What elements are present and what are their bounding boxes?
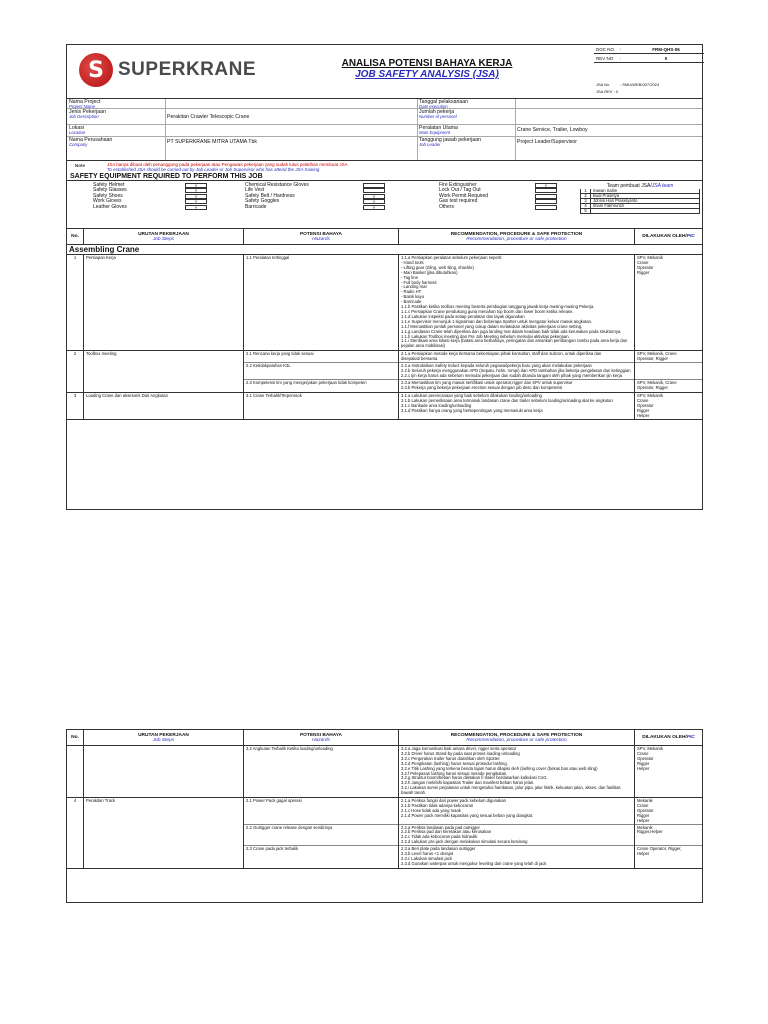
recommendation-line: 2.3.b Pekerja yang bekerja pekerjaan erection sesuai dengan job desc dan kompetensi bbox=[401, 384, 563, 390]
pic-line: Crane bbox=[637, 802, 649, 808]
ppe-item-label: Safety Goggles bbox=[245, 198, 280, 205]
recommendation-line: 3.1.c Barikade area loading/unloading bbox=[401, 402, 472, 408]
ppe-item-label: Safety Shoes bbox=[93, 192, 123, 199]
recommendation-line: - Man Basket (jika dibutuhkan) bbox=[401, 269, 458, 275]
recommendation-line: 3.2.c Pergerakan trailer harus diarahkan oleh Spotter. bbox=[401, 755, 501, 761]
recommendation-line: 2.3.a Beri plate pada landasan outrigger bbox=[401, 846, 476, 852]
jsa-team-member-name: Johnsi Hari Prasetyanto bbox=[593, 198, 638, 203]
job-step: Toolbox meeting bbox=[84, 351, 244, 392]
recommendation-line: 1.1.c Persiapkan Crane pendukung guna menahan top boom dan lower boom ketika release. bbox=[401, 308, 574, 314]
recommendation-line: 3.2.e Titik Lashing yang terkena benda tajam harus dilapisi oleh (lashing cover (bekas ban atau web sling) bbox=[401, 765, 598, 771]
pic-line: SPV, Mekanik, Crane bbox=[637, 379, 677, 385]
ppe-item-label: Chemical Resistance Gloves bbox=[245, 182, 309, 188]
ppe-checkbox: Y bbox=[363, 199, 385, 204]
jsa-team-title-text: Team pembuat JSA/ bbox=[606, 183, 652, 189]
hazard: 2.2 Outrigger crane release dengan sendirinya bbox=[244, 825, 398, 847]
recommendation-line: 3.2.b Driver harus Stand-by pada saat proses loading-unloading bbox=[401, 750, 520, 756]
pic-line: Rigger bbox=[637, 812, 650, 818]
equipment-value: Crane Service, Trailer, Lowboy bbox=[517, 127, 588, 133]
pic-cell bbox=[635, 798, 702, 868]
pic-line: SPV, Mekanik bbox=[637, 255, 663, 260]
recommendation-line: 2.2.c Ijin kerja harus ada sebelum memulai pekerjaan dan sudah ditanda tangani oleh pihak yang memberikan ijin kerja bbox=[401, 373, 622, 379]
recommendation-line: 2.2.a Instruksikan Safety Induct kepada seluruh pegawai/pekerja baru yang akan melakukan pekerjaan bbox=[401, 363, 592, 369]
pic-line: SPV, Mekanik bbox=[637, 392, 663, 398]
ppe-checkbox: Y bbox=[185, 199, 207, 204]
step-number: 2 bbox=[67, 351, 84, 392]
ppe-item-label: Life Vest bbox=[245, 187, 265, 194]
recommendation-line: 3.2.a Jaga komunikasi baik antara driver, rigger serta operator bbox=[401, 746, 517, 751]
recommendation-cell bbox=[399, 351, 635, 392]
pic-line: Crane bbox=[637, 259, 649, 265]
jsa-team-member-name: Budi Prasetya bbox=[593, 193, 620, 198]
jsa-table-body bbox=[67, 255, 702, 420]
recommendation-line: 2.3.d Gunakan waterpas untuk mengukur leveling dari crane yang telah di jack bbox=[401, 860, 547, 866]
pic-cell bbox=[635, 351, 702, 392]
ppe-item-label: Work Permit Required bbox=[439, 192, 489, 199]
date-label: Tanggal pelaksanaan Date execution bbox=[419, 99, 469, 109]
location-label: Lokasi Location bbox=[69, 125, 86, 135]
document-title: ANALISA POTENSI BAHAYA KERJA bbox=[341, 58, 513, 69]
ppe-checkbox bbox=[535, 188, 557, 193]
hazard: 3.1 Crane Terbalik/Terperosok bbox=[246, 392, 302, 398]
ppe-item-label: Safety Glasses bbox=[93, 187, 127, 194]
ppe-checkbox: Y bbox=[185, 183, 207, 188]
col-pic: DILAKUKAN OLEH/ PIC bbox=[642, 735, 695, 740]
pic-line: Mekanik bbox=[637, 798, 653, 804]
recommendation-line: 2.3.c Lakukan simulasi jack bbox=[401, 855, 452, 861]
ppe-checkbox: Y bbox=[535, 183, 557, 188]
recommendation-line: 2.1.b Pastikan tidak adanya kebocoran bbox=[401, 802, 474, 808]
pic-line: Rigger bbox=[637, 760, 650, 766]
col-steps: URUTAN PEKERJAAN Job Steps bbox=[84, 229, 244, 244]
jsa-team-member-no: 4 bbox=[581, 204, 591, 208]
ppe-item-label: Barricade bbox=[245, 203, 267, 210]
ppe-checkbox: Y bbox=[185, 194, 207, 199]
col-steps: URUTAN PEKERJAAN Job Steps bbox=[84, 730, 244, 745]
recommendation-line: 3.2.i Lakukan survei perjalanan untuk mengetahui hambatan, jalur pipa, jalur listrik, kekuatan jalan, akses, dan fasilitas bawah tanah. bbox=[401, 785, 621, 796]
recommendation-line: 3.2.g Struktur boom/beban harus diletakan fi trailer berdasarkan kalkulasi CoG. bbox=[401, 775, 548, 781]
company-label: Nama Perusahaan Company bbox=[69, 137, 113, 147]
hazard-cell bbox=[244, 351, 399, 392]
hazard: 2.2 Ketidakpatuhan K3L bbox=[244, 363, 398, 380]
col-pic: DILAKUKAN OLEH/ PIC bbox=[642, 234, 695, 239]
ppe-checklist bbox=[67, 181, 702, 229]
recommendation-line: 3.1.d Pastikan hanya orang yang berkepentingan yang memasuki area kerja bbox=[401, 407, 543, 413]
pic-line: Rigger,Helper bbox=[637, 829, 663, 835]
recommendation-line: 1.1.e Supervisor menunjuk 1 signalman dan beberapa Spotter untuk mengatur keluar masuk angkutan. bbox=[401, 318, 593, 324]
job-step bbox=[84, 746, 244, 797]
table-row bbox=[67, 351, 702, 393]
recommendation-line: 3.1.a Lakukan perencanaan yang baik sebelum dilakukan loading/unloading bbox=[401, 392, 542, 398]
step-number bbox=[67, 746, 84, 797]
recommendation-line: 1.1.b Pastikan ketika toolbox meeting beserta pembagian tanggung jawab kerja masing-masing Pekerja. bbox=[401, 304, 595, 310]
ppe-item-label: Lock Out / Tag Out bbox=[439, 187, 481, 194]
ppe-checkbox: Y bbox=[185, 188, 207, 193]
ppe-checkbox bbox=[363, 188, 385, 193]
jsa-team-member bbox=[580, 209, 700, 214]
step-number: 1 bbox=[67, 255, 84, 350]
hazard-cell bbox=[244, 798, 399, 868]
rev-no-value: 0 bbox=[664, 55, 668, 61]
recommendation-line: 1.1.f Memastikan jumlah personel yang cukup dalam melakukan aktivitas pekerjaan crane setting. bbox=[401, 323, 583, 329]
recommendation-line: - Barricade bbox=[401, 299, 422, 305]
jsa-page-2 bbox=[66, 729, 703, 903]
doc-no-label: DOC NO bbox=[596, 46, 614, 52]
ppe-item-label: Gas test required bbox=[439, 198, 478, 205]
pic-line: SPV, Mekanik, Crane bbox=[637, 351, 677, 357]
document-title-en: JOB SAFETY ANALYSIS (JSA) bbox=[355, 69, 499, 80]
recommendation-line: 2.3.a Memastikan tim yang masuk sertifikasi untuk operator,rigger dan SPV untuk supervisor bbox=[401, 379, 573, 385]
pic-line: Operator bbox=[637, 807, 654, 813]
ppe-item-label: Others bbox=[439, 203, 455, 210]
jsa-note bbox=[67, 161, 702, 173]
section-title: Assembling Crane bbox=[67, 245, 702, 255]
pic-line: Operator, Rigger bbox=[637, 356, 668, 362]
jsa-team-member-no: 5 bbox=[581, 209, 591, 213]
recommendation-line: 3.1.b Lakukan pemeriksaan area termasuk landasan crane dan trailer sebelum loading/unloading alat ke angkutan bbox=[401, 397, 613, 403]
recommendation-line: 1.1.h Lakukan Toolbox meeting dan Pre Job Meeting sebelum memulai aktivitas pekerjaan. bbox=[401, 333, 570, 339]
jsa-no-value: : SMU/WEB/007/2024 bbox=[620, 82, 660, 87]
table-header bbox=[67, 730, 702, 746]
job-leader-value: Project Leader/Supervisor bbox=[517, 139, 577, 145]
recommendation-line: disepakati bersama bbox=[401, 356, 438, 362]
ppe-checkbox: Y bbox=[363, 194, 385, 199]
jsa-team-member-name: Irawan Salim bbox=[593, 188, 618, 193]
ppe-item-label: Leather Gloves bbox=[93, 203, 127, 210]
pic-line: Crane bbox=[637, 397, 649, 403]
recommendation-line: 1.1.g Landasan Crane telah diperiksa dan juga landing mat dalam keadaan baik tidak ada kerusakan pada strukturnya. bbox=[401, 328, 622, 334]
hazard: 1.1 Peralatan tertinggal bbox=[246, 255, 290, 260]
pic-line: Operator bbox=[637, 402, 654, 408]
pic-line: Crane bbox=[637, 750, 649, 756]
ppe-heading: SAFETY EQUIPMENT REQUIRED TO PERFORM THIS JOB bbox=[67, 173, 702, 181]
step-number: 4 bbox=[67, 798, 84, 868]
doc-no-value: FRM-QHS-06 bbox=[652, 46, 680, 52]
recommendation-line: - Balok kayu bbox=[401, 294, 425, 300]
job-description-value: Perakitan Crawler Telescopic Crane bbox=[167, 114, 250, 120]
hazard: 2.3 Kompetensi tim yang mengerjakan pekerjaan tidak kompeten bbox=[246, 379, 367, 385]
recommendation-line: 2.1.a Persiapkan metode kerja bersama bebersiapan pihak konsultan, staff dan subcon, untuk diperiksa dan bbox=[401, 351, 602, 357]
recommendation-line: - Lifting gear (Sling, web sling, shackle) bbox=[401, 264, 474, 270]
superkrane-s-icon: S bbox=[79, 53, 113, 87]
document-header bbox=[67, 45, 702, 99]
recommendation-cell bbox=[399, 798, 635, 868]
recommendation-line: 2.3.b Level harus <1 derajat bbox=[401, 851, 454, 857]
pic-line: Operator bbox=[637, 264, 654, 270]
table-row bbox=[67, 746, 702, 798]
rev-no-label: REV NO bbox=[596, 55, 614, 61]
ppe-item-label: Fire Extinguisher bbox=[439, 182, 477, 188]
ppe-checkbox bbox=[363, 183, 385, 188]
jsa-team-member-name bbox=[591, 209, 699, 213]
hazard: 2.3 Crane pada jack terbalik bbox=[246, 846, 299, 852]
recommendation-line: - Tag line bbox=[401, 274, 418, 280]
recommendation-line: 2.2.b Seluruh pekerja menggunakan APD (Sepatu, helm, rompi) dan APD tambahan jika bekerja pengelasan dan ketinggian bbox=[401, 368, 631, 374]
col-no: No. bbox=[67, 229, 84, 244]
hazard: 2.1 Rencana kerja yang tidak sesuai bbox=[244, 351, 398, 363]
recommendation-line: 2.2.c Tidak ada kebocoran pada hidraulik bbox=[401, 834, 478, 840]
note-text: JSA hanya dibuat oleh penanggung pada pekerjaan atau Pengawas pekerjaan yang sudah lulus pelatihan membuat JSA bbox=[107, 162, 348, 167]
hazard: 3.2 Angkutan Terbalik Ketika loading/unloading bbox=[246, 746, 333, 751]
recommendation-line: 3.2.d Pengikatan (lashing) harus sesuai prosedur lashing. bbox=[401, 760, 508, 766]
jsa-table-body bbox=[67, 746, 702, 869]
recommendation-line: 2.1.d Power pack memiliki kapasitas yang sesuai beban yang diangkat. bbox=[401, 812, 534, 818]
jsa-no-label: JSA No bbox=[596, 82, 610, 87]
pic-line: Crane Operator, Rigger, bbox=[637, 846, 682, 852]
job-step: Loading Crane dan aksesoris Dari Angkutan bbox=[84, 393, 244, 420]
job-description-label: Jenis Pekerjaan Job Description bbox=[69, 109, 106, 119]
recommendation-line: 1.1.d Lakukan inspeksi pada setiap peralatan dan layak digunakan bbox=[401, 313, 525, 319]
pic-line: Operator, Rigger bbox=[637, 384, 668, 390]
table-row bbox=[67, 255, 702, 351]
pic-line: Helper bbox=[637, 765, 650, 771]
pic-line: Mekanik bbox=[637, 824, 653, 830]
table-header bbox=[67, 229, 702, 245]
col-hazards: POTENSI BAHAYA Hazards bbox=[244, 730, 399, 745]
jsa-team-member-no: 1 bbox=[581, 189, 591, 193]
ppe-item-label: Safety Helmet bbox=[93, 182, 125, 188]
ppe-checkbox bbox=[535, 199, 557, 204]
jsa-team-member-name: Ilham Fakhrurozi bbox=[593, 203, 625, 208]
jsa-page-1 bbox=[66, 44, 703, 510]
workers-label: Jumlah pekerja Number of personel bbox=[419, 109, 457, 119]
company-logo bbox=[79, 53, 256, 87]
ppe-checkbox bbox=[535, 205, 557, 210]
jsa-team-list bbox=[580, 183, 700, 214]
ppe-checkbox: Y bbox=[363, 205, 385, 210]
recommendation-line: 3.2.f Pelepasan lashing harus sesuai metode pengikatan. bbox=[401, 770, 508, 776]
recommendation-line: 2.2.a Periksa landasan pada pad outrigger bbox=[401, 824, 480, 830]
col-recommendation: RECOMMENDATION, PROCEDURE & SAFE PROTECTION Recommendation, procedure or safe protection bbox=[399, 229, 635, 244]
recommendation-line: 1.1.i Sterilisasi area lokasi kerja (batasi area berbahaya, peringatan dan amankan pembangan rambu pada area kerja dan pejalan area mobilisasi) bbox=[401, 338, 628, 349]
jsa-team-title-en: JSA team bbox=[651, 183, 674, 189]
col-recommendation: RECOMMENDATION, PROCEDURE & SAFE PROTECTION Recommendation, procedure or safe protection bbox=[399, 730, 635, 745]
ppe-item-label: Work Gloves bbox=[93, 198, 122, 205]
ppe-checkbox: Y bbox=[185, 205, 207, 210]
recommendation-line: - Radio HT bbox=[401, 289, 422, 295]
jsa-team-member-no: 3 bbox=[581, 199, 591, 203]
company-value: PT SUPERKRANE MITRA UTAMA Tbk bbox=[167, 139, 257, 145]
recommendation-line: 2.2.b Periksa pad dari keretakan atau kerusakan bbox=[401, 829, 492, 835]
pic-line: Helper bbox=[637, 817, 650, 823]
recommendation-line: 1.1.a Persiapkan peralatan sebelum pekerjaan seperti: bbox=[401, 255, 503, 260]
pic-line: SPV, Mekanik bbox=[637, 746, 663, 751]
project-info bbox=[67, 99, 702, 161]
pic-line: Rigger bbox=[637, 269, 650, 275]
pic-line: Helper bbox=[637, 851, 650, 857]
jsa-team-member-no: 2 bbox=[581, 194, 591, 198]
recommendation-line: - Landing mat bbox=[401, 284, 427, 290]
col-hazards: POTENSI BAHAYA Hazards bbox=[244, 229, 399, 244]
document-control-box: DOC NO : FRM-QHS-06 REV NO : 0 JSA No : SMU/WEB/007/2024 JSA REV : 0 bbox=[594, 45, 704, 95]
ppe-checkbox bbox=[535, 194, 557, 199]
step-number: 3 bbox=[67, 393, 84, 420]
job-step: Persiapan Kerja bbox=[84, 255, 244, 350]
pic-line: Operator bbox=[637, 755, 654, 761]
recommendation-line: - Hand tools bbox=[401, 259, 424, 265]
company-logo-text: SUPERKRANE bbox=[118, 59, 257, 80]
project-name-label: Nama Project Project Name bbox=[69, 99, 101, 109]
recommendation-line: 2.2.d Lakukan pre-jack dengan melakukan simulasi secara berulang bbox=[401, 839, 528, 845]
hazard: 2.1 Power Pack gagal operasi bbox=[244, 798, 398, 825]
col-no: No. bbox=[67, 730, 84, 745]
recommendation-line: - Full body harness bbox=[401, 279, 437, 285]
note-text-en: To established JSA should be carried out by Job Leader or Job Supervisor who has attend the JSA training bbox=[107, 167, 320, 172]
pic-line: Rigger bbox=[637, 407, 650, 413]
pic-line: Helper bbox=[637, 412, 650, 418]
recommendation-line: 3.2.h Jangan melebihi kapasitas Trailer dan manifest beban harus jelas. bbox=[401, 780, 535, 786]
ppe-item-label: Safety Belt / Hardness bbox=[245, 192, 295, 199]
recommendation-line: 2.1.c Hose tidak ada yang rusak bbox=[401, 807, 461, 813]
job-leader-label: Tanggung jawab pekerjaan Job Leader bbox=[419, 137, 482, 147]
table-row bbox=[67, 798, 702, 869]
job-step: Perakitan Track bbox=[84, 798, 244, 868]
jsa-rev: JSA REV : 0 bbox=[596, 89, 619, 94]
equipment-label: Peralatan Utama Main Equipment bbox=[419, 125, 458, 135]
table-row bbox=[67, 393, 702, 421]
recommendation-line: 2.1.a Periksa fungsi dari power pack sebelum digunakan bbox=[401, 798, 506, 804]
note-label: Note bbox=[75, 163, 85, 168]
